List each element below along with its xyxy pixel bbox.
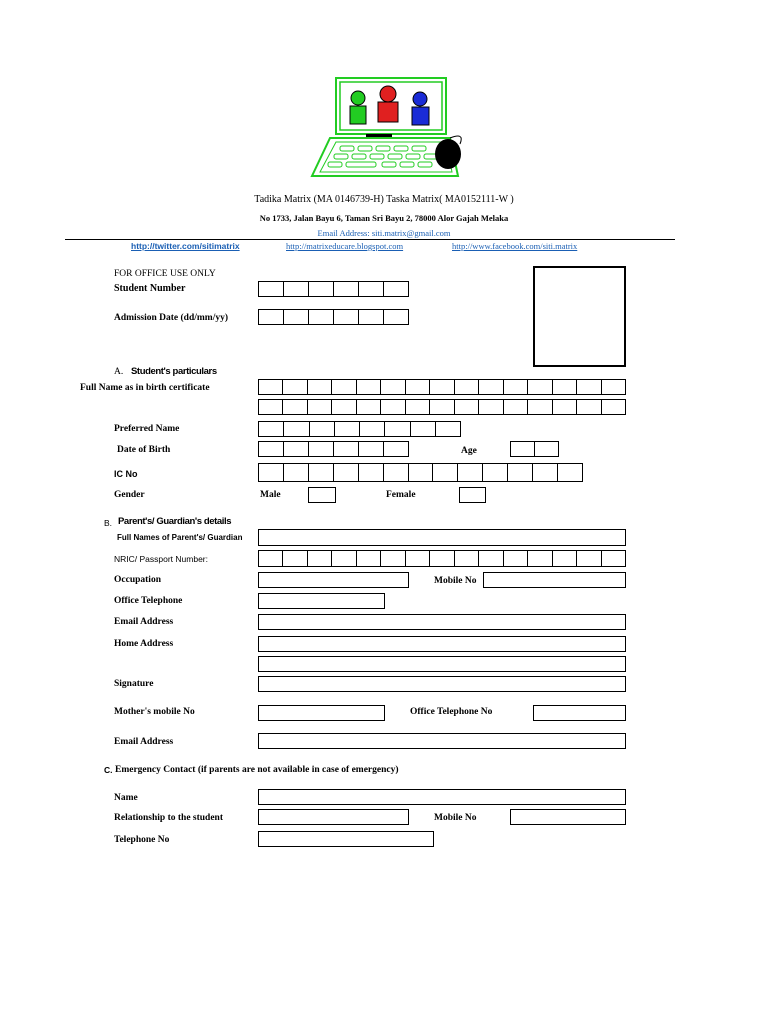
office-use-heading: FOR OFFICE USE ONLY <box>114 269 216 279</box>
admission-date-field[interactable] <box>258 309 409 325</box>
male-checkbox[interactable] <box>308 487 336 503</box>
occupation-label: Occupation <box>114 575 161 585</box>
male-label: Male <box>260 490 281 500</box>
nric-label: NRIC/ Passport Number: <box>114 554 208 564</box>
female-checkbox[interactable] <box>459 487 486 503</box>
ic-label: IC No <box>114 469 138 479</box>
mothers-mobile-label: Mother's mobile No <box>114 707 195 717</box>
office-telephone-no-label: Office Telephone No <box>410 707 493 717</box>
emergency-mobile-field[interactable] <box>510 809 626 825</box>
dob-label: Date of Birth <box>117 445 171 455</box>
parent-email-label: Email Address <box>114 617 174 627</box>
age-field[interactable] <box>510 441 559 457</box>
preferred-name-field[interactable] <box>258 421 461 437</box>
nric-field[interactable] <box>258 550 626 567</box>
mothers-mobile-field[interactable] <box>258 705 385 721</box>
facebook-link[interactable]: http://www.facebook.com/siti.matrix <box>452 241 578 251</box>
relationship-field[interactable] <box>258 809 409 825</box>
mother-email-field[interactable] <box>258 733 626 749</box>
signature-field[interactable] <box>258 676 626 692</box>
female-label: Female <box>386 490 416 500</box>
home-address-label: Home Address <box>114 639 174 649</box>
admission-date-label: Admission Date (dd/mm/yy) <box>114 313 229 323</box>
parent-mobile-label: Mobile No <box>434 576 477 586</box>
school-email: Email Address: siti.matrix@gmail.com <box>317 228 451 238</box>
section-c-letter: C. <box>104 765 113 775</box>
full-name-field-2[interactable] <box>258 399 626 415</box>
photo-box[interactable] <box>533 266 626 367</box>
parent-full-names-field[interactable] <box>258 529 626 546</box>
twitter-link[interactable]: http://twitter.com/sitimatrix <box>131 241 240 251</box>
full-name-field-1[interactable] <box>258 379 626 395</box>
section-b-heading: Parent's/ Guardian's details <box>118 516 232 527</box>
office-telephone-label: Office Telephone <box>114 596 183 606</box>
parent-mobile-field[interactable] <box>483 572 626 588</box>
school-title: Tadika Matrix (MA 0146739-H) Taska Matrix( MA0152111-W ) <box>254 194 514 205</box>
relationship-label: Relationship to the student <box>114 813 223 823</box>
school-address: No 1733, Jalan Bayu 6, Taman Sri Bayu 2, 78000 Alor Gajah Melaka <box>259 213 509 223</box>
blog-link[interactable]: http://matrixeducare.blogspot.com <box>286 241 404 251</box>
section-a-letter: A. <box>114 367 124 377</box>
preferred-name-label: Preferred Name <box>114 424 180 434</box>
signature-label: Signature <box>114 679 154 689</box>
age-label: Age <box>461 446 477 456</box>
occupation-field[interactable] <box>258 572 409 588</box>
section-a-heading: Student's particulars <box>131 366 217 377</box>
emergency-name-field[interactable] <box>258 789 626 805</box>
dob-field[interactable] <box>258 441 409 457</box>
parent-full-names-label: Full Names of Parent's/ Guardian <box>117 533 243 542</box>
emergency-telephone-label: Telephone No <box>114 835 170 845</box>
emergency-name-label: Name <box>114 793 138 803</box>
home-address-field-2[interactable] <box>258 656 626 672</box>
home-address-field-1[interactable] <box>258 636 626 652</box>
logo-laptop-icon <box>300 72 475 184</box>
header-divider <box>65 239 675 240</box>
full-name-label: Full Name as in birth certificate <box>80 383 210 393</box>
student-number-label: Student Number <box>114 283 186 294</box>
section-c-heading: Emergency Contact (if parents are not available in case of emergency) <box>115 765 399 775</box>
parent-email-field[interactable] <box>258 614 626 630</box>
mother-email-label: Email Address <box>114 737 174 747</box>
emergency-mobile-label: Mobile No <box>434 813 477 823</box>
emergency-telephone-field[interactable] <box>258 831 434 847</box>
student-number-field[interactable] <box>258 281 409 297</box>
section-b-letter: B. <box>104 518 113 528</box>
office-telephone-field[interactable] <box>258 593 385 609</box>
gender-label: Gender <box>114 490 145 500</box>
office-telephone-no-field[interactable] <box>533 705 626 721</box>
ic-field[interactable] <box>258 463 583 482</box>
